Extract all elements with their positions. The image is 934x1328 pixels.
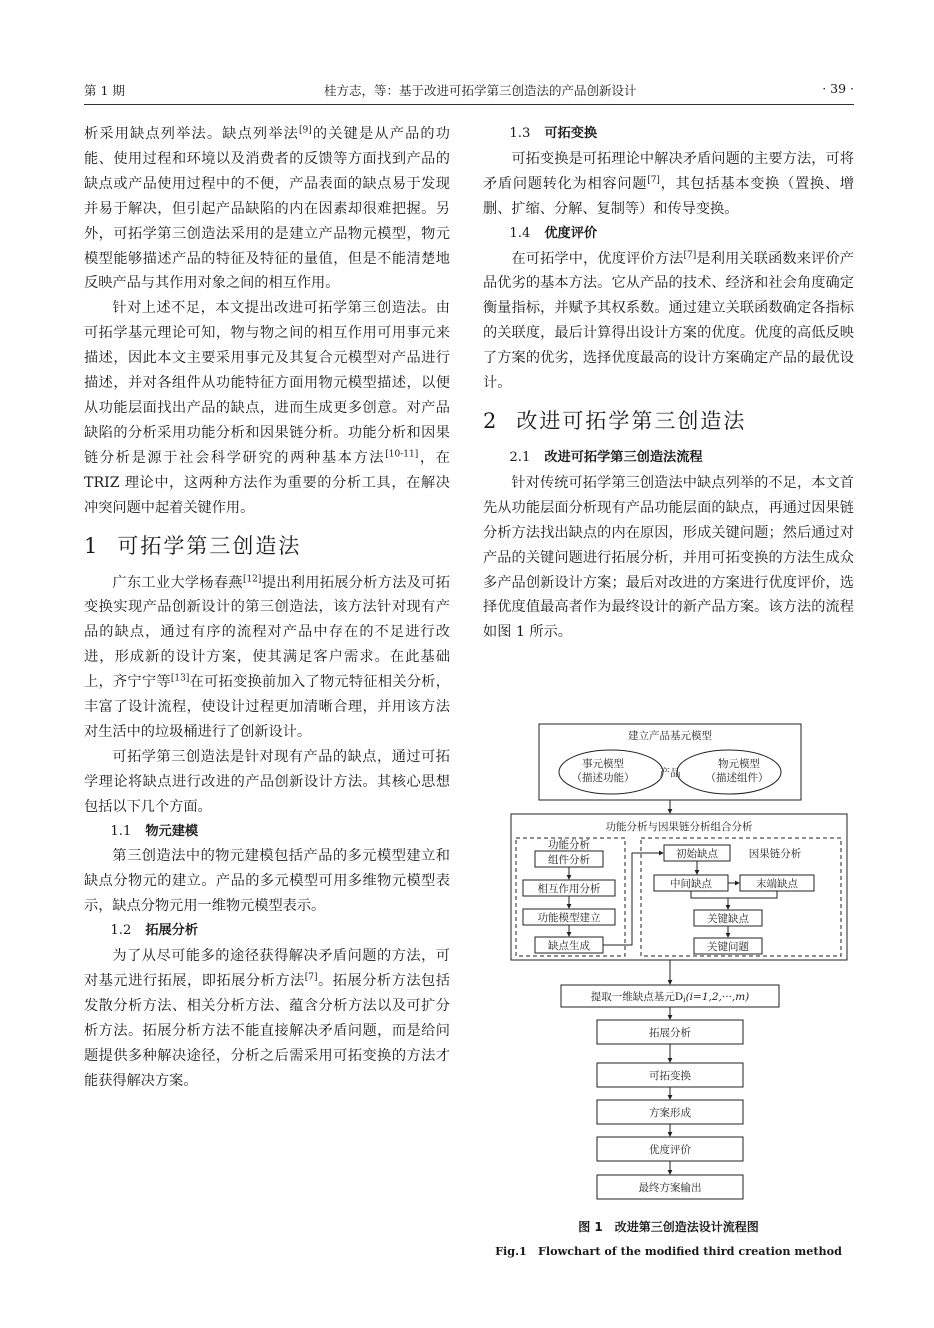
figure-caption-cn: 图 1 改进第三创造法设计流程图 bbox=[578, 1220, 759, 1234]
extract-box bbox=[561, 985, 779, 1007]
citation[interactable]: [7] bbox=[683, 249, 697, 260]
product-label: 产品 bbox=[659, 767, 681, 779]
svg-text:中间缺点: 中间缺点 bbox=[670, 878, 712, 890]
paragraph: 可拓变换是可拓理论中解决矛盾问题的主要方法，可将矛盾问题转化为相容问题[7]，其包括基本变换（置换、增删、扩缩、分解、复制等）和传导变换。 bbox=[483, 150, 854, 217]
svg-text:（描述功能）: （描述功能） bbox=[571, 772, 635, 784]
paragraph: 在可拓学中，优度评价方法[7]是利用关联函数来评价产品优劣的基本方法。它从产品的技术、经济和社会角度确定衡量指标，并赋予其权系数。通过建立关联函数确定各指标的关联度，最后计算得出设计方案的优度。优度的高低反映了方案的优劣，选择优度最高的设计方案确定产品的最优设计。 bbox=[483, 249, 854, 392]
flowchart-figure bbox=[483, 722, 854, 1212]
mid-defect-box bbox=[654, 875, 728, 891]
paragraph: 为了从尽可能多的途径获得解决矛盾问题的方法，可对基元进行拓展，即拓展分析方法[7]。拓展分析方法包括发散分析方法、相关分析方法、蕴含分析方法以及可扩分析方法。拓展分析方法不能直接解决矛盾问题，而是给问题提供多种解决途径，分析之后需采用可拓变换的方法才能获得解决方案。 bbox=[84, 948, 450, 1089]
paragraph: 广东工业大学杨春燕[12]提出利用拓展分析方法及可拓变换实现产品创新设计的第三创造法，该方法针对现有产品的缺点，通过有序的流程对产品中存在的不足进行改进，形成新的设计方案，使其满足客户需求。在此基础上，齐宁宁等[13]在可拓变换前加入了物元特征相关分析，丰富了设计流程，使设计过程更加清晰合理，并用该方法对生活中的垃圾桶进行了创新设计。 bbox=[84, 573, 450, 740]
model-box-label: 建立产品基元模型 bbox=[628, 730, 712, 742]
citation[interactable]: [12] bbox=[242, 573, 262, 584]
left-column bbox=[84, 122, 450, 1094]
subsection-heading-1-2: 1.2 拓展分析 bbox=[110, 923, 199, 939]
citation[interactable]: [10-11] bbox=[385, 449, 419, 460]
svg-text:最终方案输出: 最终方案输出 bbox=[638, 1182, 702, 1194]
citation[interactable]: [7] bbox=[647, 175, 660, 186]
svg-text:优度评价: 优度评价 bbox=[649, 1144, 691, 1156]
figure-caption-en: Fig.1 Flowchart of the modified third creation method bbox=[495, 1244, 842, 1258]
key-problem-box bbox=[694, 938, 762, 954]
paragraph: 析采用缺点列举法。缺点列举法[9]的关键是从产品的功能、使用过程和环境以及消费者的反馈等方面找到产品的缺点或产品使用过程中的不便，产品表面的缺点易于发现并易于解决，但引起产品缺陷的内在因素却很难把握。另外，可拓学第三创造法采用的是建立产品物元模型，物元模型能够描述产品的特征及特征的量值，但是不能清楚地反映产品与其作用对象之间的相互作用。 bbox=[84, 125, 450, 292]
svg-text:拓展分析: 拓展分析 bbox=[649, 1027, 691, 1039]
svg-text:事元模型: 事元模型 bbox=[582, 758, 624, 770]
expand-box bbox=[597, 1020, 743, 1044]
citation[interactable]: [7] bbox=[304, 972, 318, 983]
component-box bbox=[535, 851, 603, 867]
subsection-heading-1-3: 1.3 可拓变换 bbox=[509, 126, 598, 141]
causal-chain-label: 因果链分析 bbox=[748, 848, 802, 860]
paragraph: 针对上述不足，本文提出改进可拓学第三创造法。由可拓学基元理论可知，物与物之间的相互作用可用事元来描述，因此本文主要采用事元及其复合元模型对产品进行描述，并对各组件从功能特征方面用物元模型描述，以便从功能层面找出产品的缺点，进而生成更多创意。对产品缺陷的分析采用功能分析和因果链分析。功能分析和因果链分析是源于社会科学研究的两种基本方法[10-11]，在 TRIZ 理论中，这两种方法作为重要的分析工具，在解决冲突问题中起着关键作用。 bbox=[84, 300, 450, 516]
paragraph: 第三创造法中的物元建模包括产品的多元模型建立和缺点分物元的建立。产品的多元模型可用多维物元模型表示，缺点分物元用一维物元模型表示。 bbox=[84, 848, 450, 915]
svg-text:关键缺点: 关键缺点 bbox=[707, 913, 749, 925]
section-heading-1: 1 可拓学第三创造法 bbox=[84, 533, 302, 558]
func-model-box bbox=[523, 909, 615, 925]
combo-title: 功能分析与因果链分析组合分析 bbox=[605, 821, 753, 833]
svg-text:可拓变换: 可拓变换 bbox=[649, 1070, 691, 1082]
svg-text:相互作用分析: 相互作用分析 bbox=[537, 883, 601, 895]
paragraph: 可拓学第三创造法是针对现有产品的缺点，通过可拓学理论将缺点进行改进的产品创新设计方法。其核心思想包括以下几个方面。 bbox=[84, 748, 450, 815]
interaction-box bbox=[523, 880, 615, 896]
wuyuan-ellipse bbox=[677, 750, 781, 794]
svg-text:功能模型建立: 功能模型建立 bbox=[537, 912, 601, 924]
func-analysis-label: 功能分析 bbox=[548, 839, 590, 851]
shiyuan-ellipse bbox=[559, 750, 663, 794]
svg-text:缺点生成: 缺点生成 bbox=[548, 940, 590, 952]
running-header bbox=[84, 81, 854, 101]
citation[interactable]: [13] bbox=[170, 673, 190, 684]
svg-text:物元模型: 物元模型 bbox=[718, 758, 760, 770]
svg-text:关键问题: 关键问题 bbox=[707, 941, 749, 953]
evaluate-box bbox=[597, 1137, 743, 1161]
subsection-heading-1-4: 1.4 优度评价 bbox=[509, 225, 598, 241]
page-number: · 39 · bbox=[822, 81, 854, 96]
key-defect-box bbox=[694, 910, 762, 926]
defect-gen-box bbox=[535, 937, 603, 953]
paragraph: 针对传统可拓学第三创造法中缺点列举的不足，本文首先从功能层面分析现有产品功能层面的缺点，再通过因果链分析方法找出缺点的内在原因，形成关键问题；然后通过对产品的关键问题进行拓展分析，并用可拓变换的方法生成众多产品创新设计方案；最后对改进的方案进行优度评价，选择优度值最高者作为最终设计的新产品方案。该方法的流程如图 1 所示。 bbox=[483, 474, 854, 641]
svg-text:提取一维缺点基元Di(i=1,2,···,m): 提取一维缺点基元Di(i=1,2,···,m) bbox=[590, 991, 750, 1004]
issue-number: 第 1 期 bbox=[84, 83, 125, 98]
section-heading-2: 2 改进可拓学第三创造法 bbox=[483, 408, 747, 433]
svg-text:方案形成: 方案形成 bbox=[649, 1107, 691, 1119]
subsection-heading-2-1: 2.1 改进可拓学第三创造法流程 bbox=[509, 449, 703, 465]
svg-text:（描述组件）: （描述组件） bbox=[705, 772, 769, 784]
end-defect-box bbox=[740, 875, 814, 891]
svg-text:初始缺点: 初始缺点 bbox=[676, 848, 718, 860]
citation[interactable]: [9] bbox=[299, 125, 312, 136]
svg-text:末端缺点: 末端缺点 bbox=[756, 878, 798, 890]
svg-text:组件分析: 组件分析 bbox=[548, 854, 590, 866]
running-title: 桂方志，等：基于改进可拓学第三创造法的产品创新设计 bbox=[324, 83, 637, 98]
subsection-heading-1-1: 1.1 物元建模 bbox=[110, 823, 199, 839]
right-column bbox=[483, 122, 854, 645]
initial-defect-box bbox=[664, 845, 730, 861]
header-rule bbox=[84, 104, 854, 105]
output-box bbox=[597, 1175, 743, 1199]
transform-box bbox=[597, 1063, 743, 1087]
scheme-box bbox=[597, 1100, 743, 1124]
